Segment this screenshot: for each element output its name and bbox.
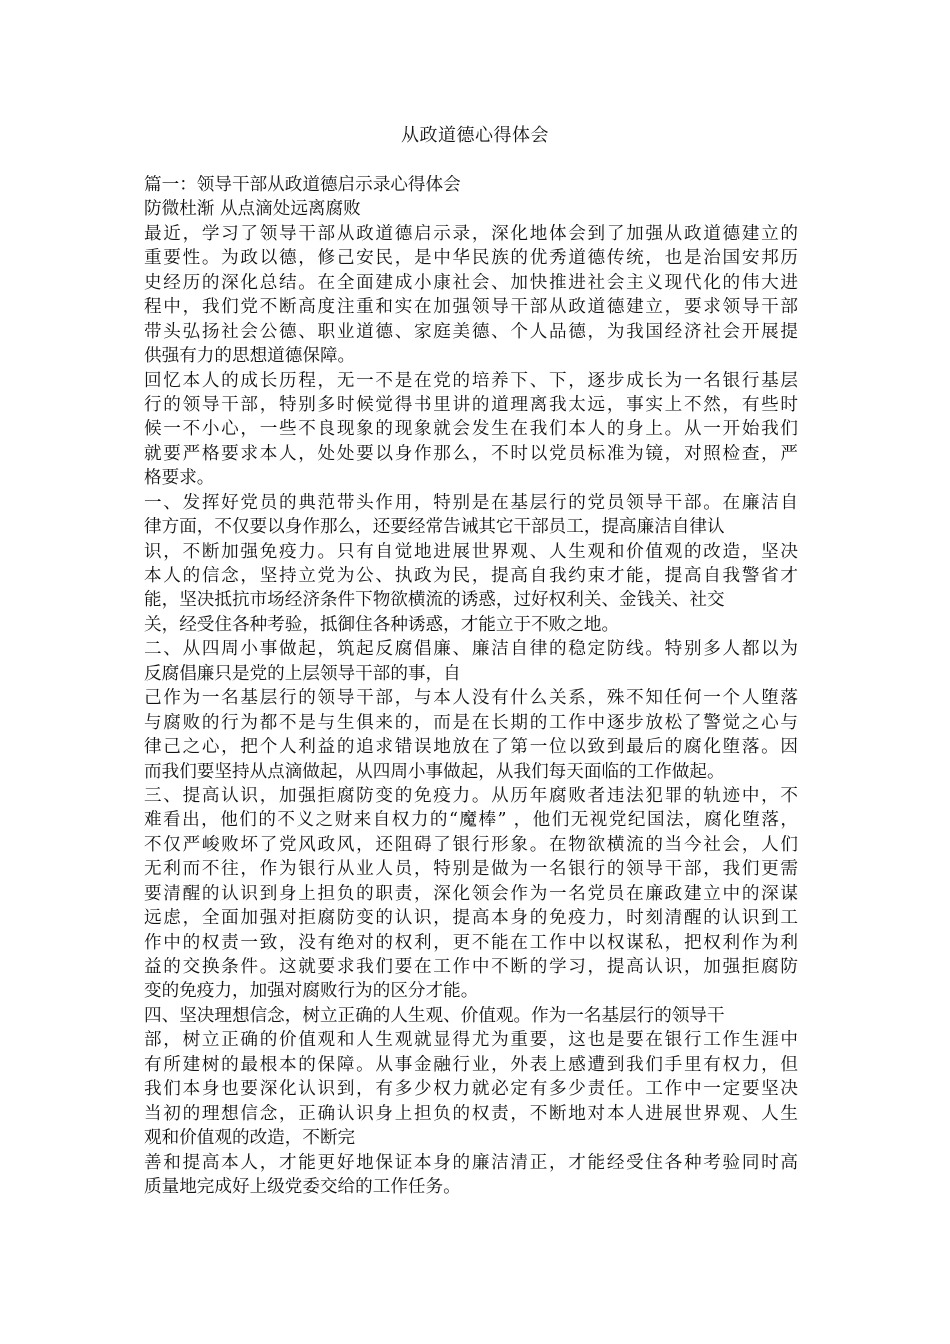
text-line: 有所建树的最根本的保障。从事金融行业，外表上感遭到我们手里有权力，但 xyxy=(144,1054,798,1075)
text-line: 篇一：领导干部从政道德启示录心得体会 xyxy=(144,175,461,195)
text-line: 本人的信念，坚持立党为公、执政为民，提高自我约束才能，提高自我警省才 xyxy=(144,566,798,586)
text-line: 质量地完成好上级党委交给的工作任务。 xyxy=(144,1176,461,1197)
text-line: 候一不小心，一些不良现象的现象就会发生在我们本人的身上。从一开始我们 xyxy=(144,419,798,440)
text-line: 防微杜渐 从点滴处远离腐败 xyxy=(144,199,361,220)
text-line: 行的领导干部，特别多时候觉得书里讲的道理离我太远，事实上不然，有些时 xyxy=(144,394,798,415)
text-line: 二、从四周小事做起，筑起反腐倡廉、廉洁自律的稳定防线。特别多人都以为 xyxy=(144,639,798,660)
text-line: 三、提高认识，加强拒腐防变的免疫力。从历年腐败者违法犯罪的轨迹中，不 xyxy=(144,785,798,806)
text-line: 回忆本人的成长历程，无一不是在党的培养下、下，逐步成长为一名银行基层 xyxy=(144,370,798,391)
text-line: 己作为一名基层行的领导干部，与本人没有什么关系，殊不知任何一个人堕落 xyxy=(144,688,798,709)
text-line: 反腐倡廉只是党的上层领导干部的事，自 xyxy=(144,663,461,684)
text-line: 当初的理想信念，正确认识身上担负的权责，不断地对本人进展世界观、人生 xyxy=(144,1103,798,1124)
text-line: 无利而不往，作为银行从业人员，特别是做为一名银行的领导干部，我们更需 xyxy=(144,859,798,880)
text-line: 我们本身也要深化认识到，有多少权力就必定有多少责任。工作中一定要坚决 xyxy=(144,1079,798,1100)
text-line: 律方面，不仅要以身作那么，还要经常告诫其它干部员工，提高廉洁自律认 xyxy=(144,517,725,538)
text-line: 观和价值观的改造，不断完 xyxy=(144,1128,356,1149)
text-line: 与腐败的行为都不是与生俱来的，而是在长期的工作中逐步放松了警觉之心与 xyxy=(144,712,798,733)
document-body xyxy=(144,173,798,1199)
text-line: 远虑，全面加强对拒腐防变的认识，提高本身的免疫力，时刻清醒的认识到工 xyxy=(144,908,798,929)
document-title: 从政道德心得体会 xyxy=(401,125,549,146)
text-line: 作中的权责一致，没有绝对的权利，更不能在工作中以权谋私，把权利作为利 xyxy=(144,932,798,953)
text-line: 能，坚决抵抗市场经济条件下物欲横流的诱惑，过好权利关、金钱关、社交 xyxy=(144,590,725,611)
text-line: 要清醒的认识到身上担负的职责，深化领会作为一名党员在廉政建立中的深谋 xyxy=(144,883,798,904)
text-line: 带头弘扬社会公德、职业道德、家庭美德、个人品德，为我国经济社会开展提 xyxy=(144,321,798,342)
text-line: 供强有力的思想道德保障。 xyxy=(144,346,356,367)
text-line: 最近，学习了领导干部从政道德启示录，深化地体会到了加强从政道德建立的 xyxy=(144,223,798,244)
text-line: 关，经受住各种考验，抵御住各种诱惑，才能立于不败之地。 xyxy=(144,614,620,635)
text-line: 四、坚决理想信念，树立正确的人生观、价值观。作为一名基层行的领导干 xyxy=(144,1005,725,1026)
text-line: 一、发挥好党员的典范带头作用，特别是在基层行的党员领导干部。在廉洁自 xyxy=(144,492,798,513)
text-line: 难看出，他们的不义之财来自权力的“魔棒” ，他们无视党纪国法，腐化堕落， xyxy=(144,810,798,831)
text-line: 善和提高本人，才能更好地保证本身的廉洁清正，才能经受住各种考验同时高 xyxy=(144,1152,798,1173)
text-line: 就要严格要求本人，处处要以身作那么，不时以党员标准为镜，对照检查，严 xyxy=(144,443,798,464)
text-line: 史经历的深化总结。在全面建成小康社会、加快推进社会主义现代化的伟大进 xyxy=(144,272,798,293)
text-line: 益的交换条件。这就要求我们要在工作中不断的学习，提高认识，加强拒腐防 xyxy=(144,957,798,977)
text-line: 识，不断加强免疫力。只有自觉地进展世界观、人生观和价值观的改造，坚决 xyxy=(144,541,798,562)
text-line: 不仅严峻败坏了党风政风，还阻碍了银行形象。在物欲横流的当今社会，人们 xyxy=(144,834,798,855)
text-line: 重要性。为政以德，修己安民，是中华民族的优秀道德传统，也是治国安邦历 xyxy=(144,248,798,269)
text-line: 律己之心，把个人利益的追求错误地放在了第一位以致到最后的腐化堕落。因 xyxy=(144,737,798,758)
text-line: 变的免疫力，加强对腐败行为的区分才能。 xyxy=(144,981,479,1002)
text-line: 程中，我们党不断高度注重和实在加强领导干部从政道德建立，要求领导干部 xyxy=(144,297,798,318)
text-line: 部，树立正确的价值观和人生观就显得尤为重要，这也是要在银行工作生涯中 xyxy=(144,1030,798,1051)
text-line: 而我们要坚持从点滴做起，从四周小事做起，从我们每天面临的工作做起。 xyxy=(144,761,725,782)
text-line: 格要求。 xyxy=(144,468,215,489)
